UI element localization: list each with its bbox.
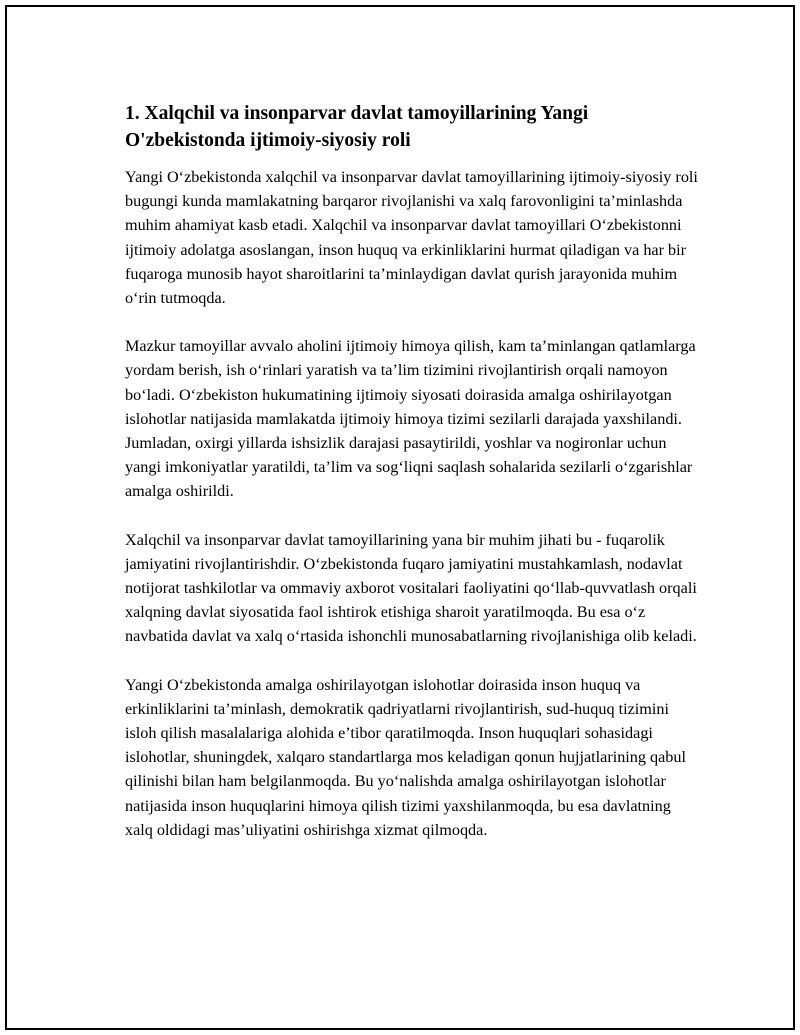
paragraph-2: Mazkur tamoyillar avvalo aholini ijtimoiy himoya qilish, kam ta’minlangan qatlamlarga yordam berish, ish o‘rinlari yaratish va ta’lim tizimini rivojlantirish orqali namoyon bo‘ladi. O‘zbekiston hukumatining ijtimoiy siyosati doirasida amalga oshirilayotgan islohotlar natijasida mamlakatda ijtimoiy himoya tizimi sezilarli darajada yaxshilandi. Jumladan, oxirgi yillarda ishsizlik darajasi pasaytirildi, yoshlar va nogironlar uchun yangi imkoniyatlar yaratildi, ta’lim va sog‘liqni saqlash sohalarida sezilarli o‘zgarishlar amalga oshirildi. [125,337,696,501]
document-body [125,100,700,842]
page-frame [5,5,795,1030]
paragraph-3: Xalqchil va insonparvar davlat tamoyillarining yana bir muhim jihati bu - fuqarolik jamiyatini rivojlantirishdir. O‘zbekistonda fuqaro jamiyatini mustahkamlash, nodavlat notijorat tashkilotlar va ommaviy axborot vositalari faoliyatini qo‘llab-quvvatlash orqali xalqning davlat siyosatida faol ishtirok etishiga sharoit yaratilmoqda. Bu esa o‘z navbatida davlat va xalq o‘rtasida ishonchli munosabatlarning rivojlanishiga olib keladi. [125,530,697,646]
paragraph-1: Yangi O‘zbekistonda xalqchil va insonparvar davlat tamoyillarining ijtimoiy-siyosiy roli bugungi kunda mamlakatning barqaror rivojlanishi va xalq farovonligini ta’minlashda muhim ahamiyat kasb etadi. Xalqchil va insonparvar davlat tamoyillari O‘zbekistonni ijtimoiy adolatga asoslangan, inson huquq va erkinliklarini hurmat qiladigan va har bir fuqaroga munosib hayot sharoitlarini ta’minlaydigan davlat qurish jarayonida muhim o‘rin tutmoqda. [125,168,698,308]
paragraph-4: Yangi O‘zbekistonda amalga oshirilayotgan islohotlar doirasida inson huquq va erkinliklarini ta’minlash, demokratik qadriyatlarni rivojlantirish, sud-huquq tizimini isloh qilish masalalariga alohida e’tibor qaratilmoqda. Inson huquqlari sohasidagi islohotlar, shuningdek, xalqaro standartlarga mos keladigan qonun hujjatlarining qabul qilinishi bilan ham belgilanmoqda. Bu yo‘nalishda amalga oshirilayotgan islohotlar natijasida inson huquqlarini himoya qilish tizimi yaxshilanmoqda, bu esa davlatning xalq oldidagi mas’uliyatini oshirishga xizmat qilmoqda. [125,675,686,839]
document-title: 1. Xalqchil va insonparvar davlat tamoyillarining Yangi O'zbekistonda ijtimoiy-siyosiy roli [125,103,589,151]
